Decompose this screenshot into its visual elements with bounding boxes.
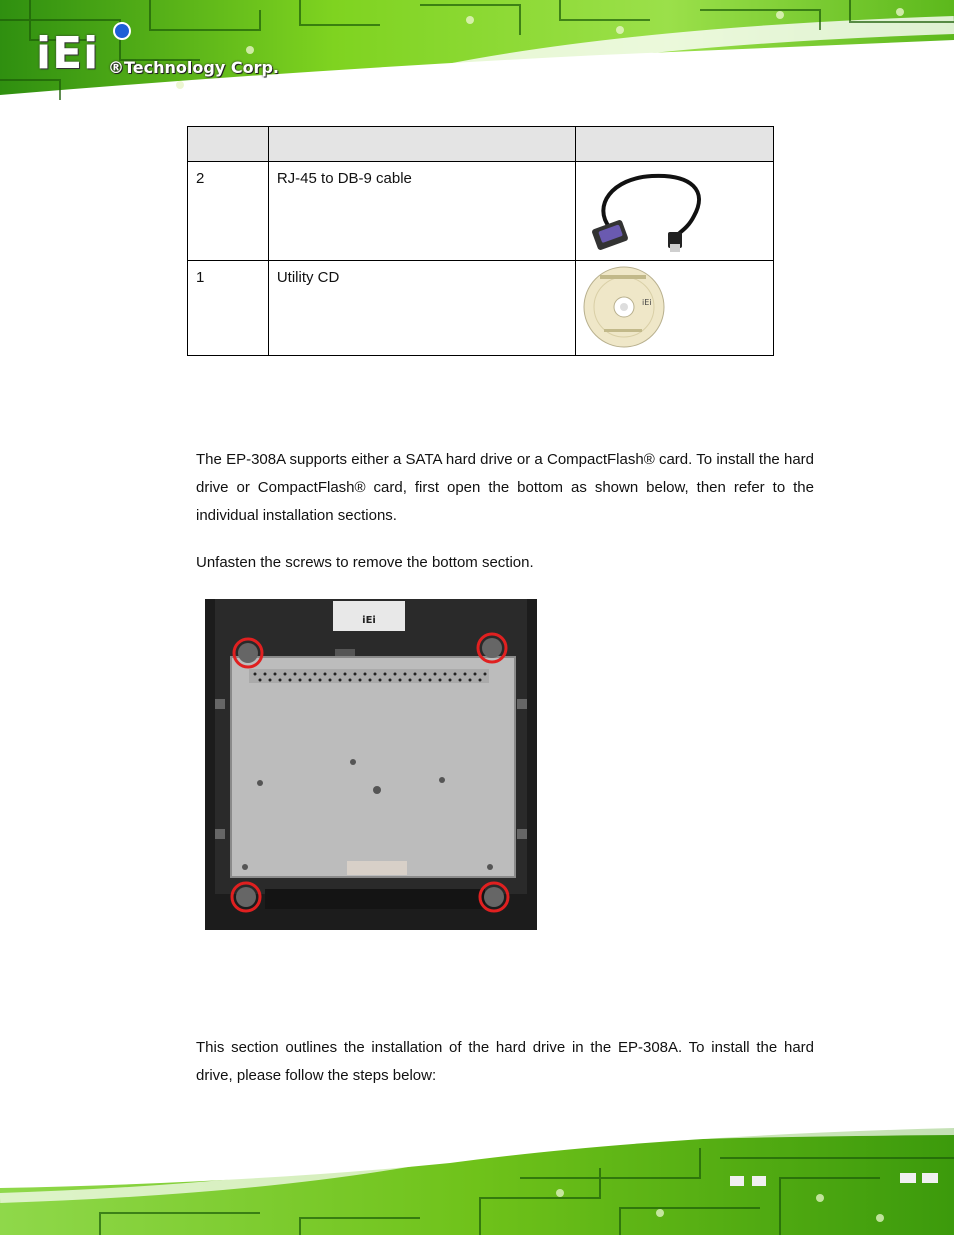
image-cell bbox=[576, 162, 774, 261]
pcb-background-header bbox=[0, 0, 954, 112]
utility-cd-image bbox=[582, 263, 672, 351]
table-row bbox=[188, 261, 774, 356]
item-cell: RJ-45 to DB-9 cable bbox=[268, 162, 575, 261]
quantity-cell: 1 bbox=[188, 261, 269, 356]
footer-banner bbox=[0, 1118, 954, 1235]
item-cell: Utility CD bbox=[268, 261, 575, 356]
header-cell-item bbox=[268, 127, 575, 162]
hdd-intro-paragraph: This section outlines the installation of the hard drive in the EP-308A. To install the hard drive, please follow the steps below: bbox=[196, 1039, 814, 1084]
bottom-panel-photo bbox=[205, 599, 537, 930]
serial-cable-image bbox=[582, 166, 712, 256]
image-cell bbox=[576, 261, 774, 356]
step-instruction: Unfasten the screws to remove the bottom section. bbox=[196, 554, 534, 571]
table-row bbox=[188, 162, 774, 261]
package-contents-table bbox=[187, 126, 774, 356]
intro-paragraph: The EP-308A supports either a SATA hard drive or a CompactFlash® card. To install the hard drive or CompactFlash® card, first open the bottom as shown below, then refer to the individual installation sections. bbox=[196, 451, 814, 524]
pcb-background-footer bbox=[0, 1118, 954, 1235]
header-cell-image bbox=[576, 127, 774, 162]
table-header-row bbox=[188, 127, 774, 162]
header-cell-quantity bbox=[188, 127, 269, 162]
iei-logo bbox=[36, 28, 279, 79]
logo-dot-icon bbox=[113, 22, 131, 40]
logo-mark: iEi bbox=[36, 28, 100, 79]
device-label-sticker: iEi bbox=[362, 615, 376, 626]
cd-logo-mark: iEi bbox=[642, 298, 652, 307]
header-banner bbox=[0, 0, 954, 112]
quantity-cell: 2 bbox=[188, 162, 269, 261]
logo-text: ®Technology Corp. bbox=[108, 58, 279, 77]
